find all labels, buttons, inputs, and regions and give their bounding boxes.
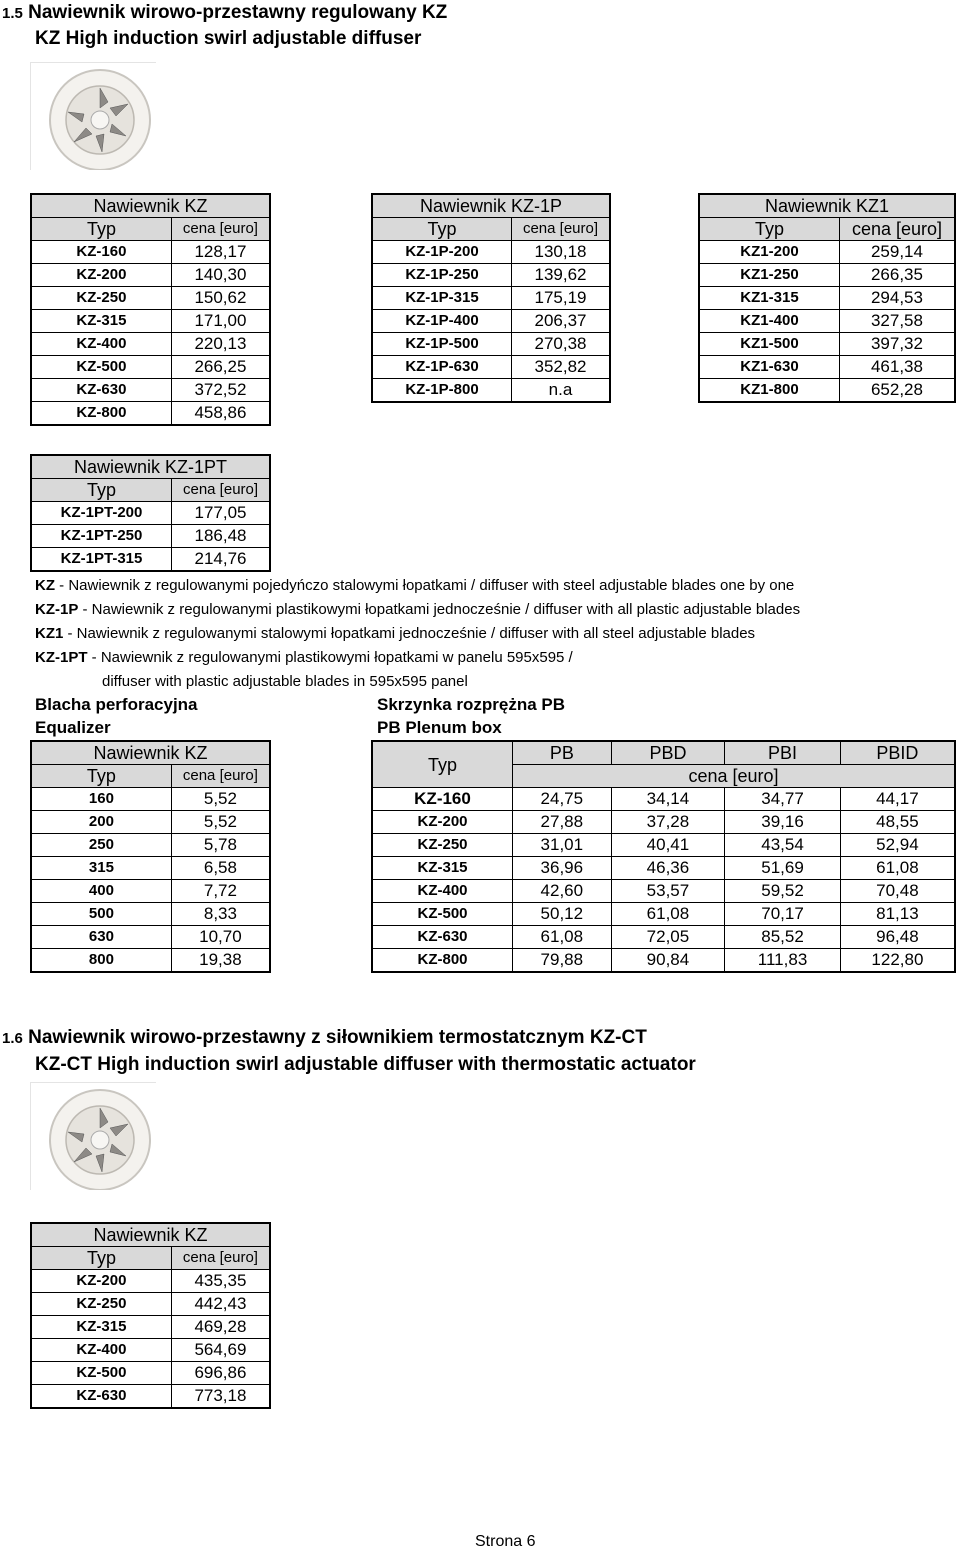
equalizer-heading-en: Equalizer — [35, 718, 111, 737]
col-pbi: PBI — [725, 741, 841, 765]
table-row: KZ-250 150,62 — [31, 287, 270, 310]
table-row: KZ-1P-400 206,37 — [372, 310, 610, 333]
table-row: KZ-250 31,01 40,41 43,54 52,94 — [372, 834, 955, 857]
table-row: KZ-400 42,60 53,57 59,52 70,48 — [372, 880, 955, 903]
section-2-title: 1.6 Nawiewnik wirowo-przestawny z siłownikiem termostatcznym KZ-CT — [2, 1027, 647, 1048]
note-kz-1p: KZ-1P - Nawiewnik z regulowanymi plastikowymi łopatkami jednocześnie / diffuser with all plastic adjustable blades — [35, 601, 801, 618]
table-row: KZ-1P-250 139,62 — [372, 264, 610, 287]
table-row: KZ-250 442,43 — [31, 1293, 270, 1316]
table-row: KZ1-630 461,38 — [699, 356, 955, 379]
col-pbd: PBD — [611, 741, 725, 765]
table-row: KZ-500 266,25 — [31, 356, 270, 379]
table-row: KZ-315 469,28 — [31, 1316, 270, 1339]
table-row: 800 19,38 — [31, 949, 270, 973]
table-row: KZ1-200 259,14 — [699, 241, 955, 264]
col-typ: Typ — [31, 1247, 171, 1270]
col-typ: Typ — [31, 765, 171, 788]
table-title: Nawiewnik KZ — [31, 194, 270, 218]
table-row: KZ1-250 266,35 — [699, 264, 955, 287]
table-row: KZ-160 128,17 — [31, 241, 270, 264]
col-typ: Typ — [372, 741, 513, 788]
table-row: 315 6,58 — [31, 857, 270, 880]
table-row: KZ-800 458,86 — [31, 402, 270, 426]
col-price: cena [euro] — [512, 218, 611, 241]
table-title: Nawiewnik KZ-1PT — [31, 455, 270, 479]
table-row: 200 5,52 — [31, 811, 270, 834]
table-row: KZ-630 61,08 72,05 85,52 96,48 — [372, 926, 955, 949]
table-row: KZ-630 773,18 — [31, 1385, 270, 1409]
table-kz1 — [698, 193, 956, 403]
col-price: cena [euro] — [171, 765, 270, 788]
note-kz: KZ - Nawiewnik z regulowanymi pojedyńczo stalowymi łopatkami / diffuser with steel adjustable blades one by one — [35, 577, 795, 594]
section-1-subtitle: KZ High induction swirl adjustable diffuser — [35, 28, 422, 49]
table-row: KZ1-400 327,58 — [699, 310, 955, 333]
col-typ: Typ — [699, 218, 839, 241]
table-row: KZ-400 220,13 — [31, 333, 270, 356]
diffuser-photo — [30, 62, 156, 170]
col-typ: Typ — [372, 218, 512, 241]
diffuser-photo-2 — [30, 1082, 156, 1190]
table-row: KZ-1P-500 270,38 — [372, 333, 610, 356]
table-row: KZ-400 564,69 — [31, 1339, 270, 1362]
table-kz-1pt — [30, 454, 271, 572]
col-typ: Typ — [31, 218, 171, 241]
col-pb: PB — [513, 741, 612, 765]
table-row: KZ-500 696,86 — [31, 1362, 270, 1385]
table-row: KZ-315 171,00 — [31, 310, 270, 333]
plenum-heading-en: PB Plenum box — [377, 718, 502, 737]
table-row: KZ1-315 294,53 — [699, 287, 955, 310]
note-kz-1pt-continued: diffuser with plastic adjustable blades in 595x595 panel — [102, 673, 468, 690]
col-pbid: PBID — [840, 741, 955, 765]
note-kz1: KZ1 - Nawiewnik z regulowanymi stalowymi łopatkami jednocześnie / diffuser with all steel adjustable blades — [35, 625, 756, 642]
section-2-subtitle: KZ-CT High induction swirl adjustable diffuser with thermostatic actuator — [35, 1054, 696, 1075]
table-row: 400 7,72 — [31, 880, 270, 903]
table-row: KZ1-500 397,32 — [699, 333, 955, 356]
table-kz-1p — [371, 193, 611, 403]
table-row: KZ-200 435,35 — [31, 1270, 270, 1293]
col-price: cena [euro] — [172, 479, 270, 502]
table-equalizer — [30, 740, 271, 973]
table-row: 250 5,78 — [31, 834, 270, 857]
table-row: KZ-200 140,30 — [31, 264, 270, 287]
price-label: cena [euro] — [513, 765, 956, 788]
table-title: Nawiewnik KZ1 — [699, 194, 955, 218]
table-row: KZ-1PT-250 186,48 — [31, 525, 270, 548]
table-row: KZ-500 50,12 61,08 70,17 81,13 — [372, 903, 955, 926]
table-row: KZ-1PT-315 214,76 — [31, 548, 270, 572]
table-title: Nawiewnik KZ — [31, 1223, 270, 1247]
equalizer-heading-pl: Blacha perforacyjna — [35, 695, 198, 714]
table-row: KZ-1P-630 352,82 — [372, 356, 610, 379]
note-kz-1pt: KZ-1PT - Nawiewnik z regulowanymi plastikowymi łopatkami w panelu 595x595 / — [35, 649, 573, 666]
table-row: 500 8,33 — [31, 903, 270, 926]
table-title: Nawiewnik KZ — [31, 741, 270, 765]
table-row: KZ-1PT-200 177,05 — [31, 502, 270, 525]
col-price: cena [euro] — [839, 218, 955, 241]
table-row: KZ-1P-315 175,19 — [372, 287, 610, 310]
col-price: cena [euro] — [171, 218, 270, 241]
table-row: KZ-1P-200 130,18 — [372, 241, 610, 264]
table-row: KZ-200 27,88 37,28 39,16 48,55 — [372, 811, 955, 834]
table-row: KZ-800 79,88 90,84 111,83 122,80 — [372, 949, 955, 973]
plenum-heading-pl: Skrzynka rozprężna PB — [377, 695, 566, 714]
table-row: KZ1-800 652,28 — [699, 379, 955, 403]
page-number: Strona 6 — [475, 1533, 536, 1550]
table-row: KZ-160 24,75 34,14 34,77 44,17 — [372, 788, 955, 811]
col-price: cena [euro] — [171, 1247, 270, 1270]
table-kz-ct — [30, 1222, 271, 1409]
table-row: KZ-1P-800 n.a — [372, 379, 610, 403]
table-kz — [30, 193, 271, 426]
table-row: 630 10,70 — [31, 926, 270, 949]
table-plenum-box — [371, 740, 956, 973]
section-1-title: 1.5 Nawiewnik wirowo-przestawny regulowany KZ — [2, 2, 448, 23]
table-row: 160 5,52 — [31, 788, 270, 811]
table-title: Nawiewnik KZ-1P — [372, 194, 610, 218]
table-row: KZ-630 372,52 — [31, 379, 270, 402]
table-row: KZ-315 36,96 46,36 51,69 61,08 — [372, 857, 955, 880]
col-typ: Typ — [31, 479, 172, 502]
